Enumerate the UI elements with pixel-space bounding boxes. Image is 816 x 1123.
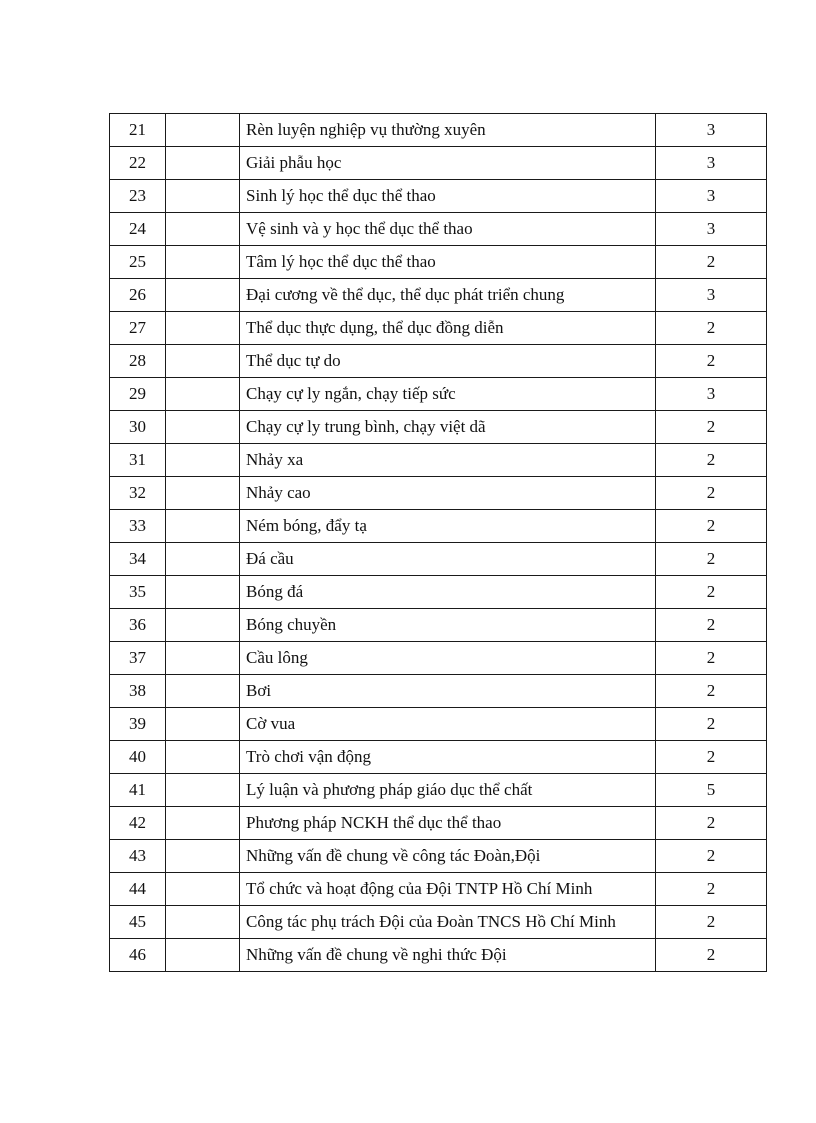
course-code-cell <box>166 477 240 510</box>
row-number-text: 26 <box>129 285 146 304</box>
table-row <box>110 774 767 807</box>
course-name-text: Vệ sinh và y học thể dục thể thao <box>246 219 473 238</box>
row-number-cell <box>110 708 166 741</box>
course-name-text: Chạy cự ly trung bình, chạy việt dã <box>246 417 486 436</box>
credits-text: 3 <box>706 120 716 139</box>
course-code-cell <box>166 840 240 873</box>
credits-cell <box>656 906 767 939</box>
course-code-cell <box>166 510 240 543</box>
course-name-text: Rèn luyện nghiệp vụ thường xuyên <box>246 120 486 139</box>
course-name-text: Giải phẫu học <box>246 153 342 172</box>
table-row <box>110 444 767 477</box>
row-number-text: 21 <box>129 120 146 139</box>
credits-text: 3 <box>706 153 716 172</box>
course-name-cell <box>240 642 656 675</box>
row-number-cell <box>110 873 166 906</box>
course-name-text: Thể dục thực dụng, thể dục đồng diễn <box>246 318 504 337</box>
course-name-text: Bơi <box>246 681 272 700</box>
row-number-text: 39 <box>129 714 146 733</box>
credits-cell <box>656 180 767 213</box>
table-row <box>110 543 767 576</box>
course-name-cell <box>240 906 656 939</box>
table-row <box>110 246 767 279</box>
credits-text: 2 <box>706 912 716 931</box>
row-number-cell <box>110 543 166 576</box>
row-number-cell <box>110 213 166 246</box>
row-number-cell <box>110 411 166 444</box>
course-name-cell <box>240 939 656 972</box>
credits-cell <box>656 213 767 246</box>
course-name-text: Nhảy cao <box>246 483 311 502</box>
row-number-cell <box>110 939 166 972</box>
credits-text: 2 <box>706 747 716 766</box>
row-number-text: 22 <box>129 153 146 172</box>
credits-text: 3 <box>706 219 716 238</box>
credits-cell <box>656 741 767 774</box>
row-number-cell <box>110 378 166 411</box>
row-number-cell <box>110 180 166 213</box>
table-row <box>110 312 767 345</box>
credits-cell <box>656 411 767 444</box>
course-name-text: Sinh lý học thể dục thể thao <box>246 186 436 205</box>
course-name-text: Trò chơi vận động <box>246 747 372 766</box>
credits-cell <box>656 378 767 411</box>
course-code-cell <box>166 543 240 576</box>
course-name-text: Nhảy xa <box>246 450 304 469</box>
credits-cell <box>656 939 767 972</box>
row-number-text: 32 <box>129 483 146 502</box>
credits-cell <box>656 807 767 840</box>
course-name-text: Chạy cự ly ngắn, chạy tiếp sức <box>246 384 456 403</box>
credits-text: 2 <box>706 252 716 271</box>
course-name-text: Công tác phụ trách Đội của Đoàn TNCS Hồ Chí Minh <box>246 912 616 931</box>
table-row <box>110 906 767 939</box>
row-number-text: 43 <box>129 846 146 865</box>
course-name-text: Lý luận và phương pháp giáo dục thể chất <box>246 780 533 799</box>
course-code-cell <box>166 411 240 444</box>
row-number-cell <box>110 675 166 708</box>
credits-text: 2 <box>706 681 716 700</box>
credits-cell <box>656 708 767 741</box>
course-name-cell <box>240 147 656 180</box>
course-name-text: Những vấn đề chung về nghi thức Đội <box>246 945 507 964</box>
course-name-text: Đá cầu <box>246 549 294 568</box>
course-name-text: Những vấn đề chung về công tác Đoàn,Đội <box>246 846 541 865</box>
table-row <box>110 213 767 246</box>
course-name-text: Ném bóng, đẩy tạ <box>246 516 367 535</box>
table-row <box>110 708 767 741</box>
course-code-cell <box>166 708 240 741</box>
credits-text: 3 <box>706 285 716 304</box>
course-name-text: Thể dục tự do <box>246 351 341 370</box>
credits-text: 3 <box>706 186 716 205</box>
row-number-text: 27 <box>129 318 146 337</box>
row-number-cell <box>110 807 166 840</box>
credits-cell <box>656 840 767 873</box>
course-code-cell <box>166 180 240 213</box>
course-code-cell <box>166 246 240 279</box>
row-number-text: 23 <box>129 186 146 205</box>
credits-cell <box>656 675 767 708</box>
row-number-text: 30 <box>129 417 146 436</box>
row-number-text: 28 <box>129 351 146 370</box>
course-name-cell <box>240 312 656 345</box>
course-name-text: Bóng đá <box>246 582 304 601</box>
credits-text: 2 <box>706 549 716 568</box>
row-number-text: 42 <box>129 813 146 832</box>
course-name-cell <box>240 873 656 906</box>
row-number-text: 33 <box>129 516 146 535</box>
course-name-cell <box>240 741 656 774</box>
table-row <box>110 609 767 642</box>
course-name-cell <box>240 246 656 279</box>
row-number-cell <box>110 609 166 642</box>
course-code-cell <box>166 675 240 708</box>
credits-text: 2 <box>706 351 716 370</box>
course-name-text: Tổ chức và hoạt động của Đội TNTP Hồ Chí Minh <box>246 879 593 898</box>
credits-cell <box>656 312 767 345</box>
row-number-cell <box>110 114 166 147</box>
course-code-cell <box>166 807 240 840</box>
row-number-text: 29 <box>129 384 146 403</box>
table-row <box>110 378 767 411</box>
table-row <box>110 675 767 708</box>
course-name-cell <box>240 807 656 840</box>
row-number-cell <box>110 774 166 807</box>
table-row <box>110 180 767 213</box>
course-name-text: Cờ vua <box>246 714 296 733</box>
table-row <box>110 873 767 906</box>
course-code-cell <box>166 279 240 312</box>
course-code-cell <box>166 741 240 774</box>
course-code-cell <box>166 774 240 807</box>
row-number-cell <box>110 345 166 378</box>
credits-cell <box>656 510 767 543</box>
row-number-cell <box>110 576 166 609</box>
course-name-cell <box>240 609 656 642</box>
table-row <box>110 345 767 378</box>
course-name-cell <box>240 180 656 213</box>
table-row <box>110 807 767 840</box>
course-code-cell <box>166 444 240 477</box>
credits-text: 2 <box>706 648 716 667</box>
course-code-cell <box>166 642 240 675</box>
table-row <box>110 642 767 675</box>
course-name-cell <box>240 213 656 246</box>
row-number-text: 45 <box>129 912 146 931</box>
course-name-cell <box>240 774 656 807</box>
credits-text: 2 <box>706 879 716 898</box>
row-number-text: 36 <box>129 615 146 634</box>
course-name-cell <box>240 345 656 378</box>
course-name-cell <box>240 840 656 873</box>
credits-cell <box>656 873 767 906</box>
row-number-text: 31 <box>129 450 146 469</box>
table-row <box>110 147 767 180</box>
credits-text: 2 <box>706 714 716 733</box>
course-name-text: Tâm lý học thể dục thể thao <box>246 252 436 271</box>
course-name-cell <box>240 114 656 147</box>
row-number-text: 46 <box>129 945 146 964</box>
credits-text: 2 <box>706 483 716 502</box>
course-code-cell <box>166 378 240 411</box>
credits-text: 2 <box>706 945 716 964</box>
course-code-cell <box>166 345 240 378</box>
credits-text: 5 <box>706 780 716 799</box>
row-number-cell <box>110 246 166 279</box>
course-name-cell <box>240 576 656 609</box>
credits-cell <box>656 543 767 576</box>
course-code-cell <box>166 873 240 906</box>
course-name-text: Cầu lông <box>246 648 308 667</box>
row-number-cell <box>110 840 166 873</box>
table-row <box>110 114 767 147</box>
table-row <box>110 840 767 873</box>
row-number-text: 37 <box>129 648 146 667</box>
credits-cell <box>656 477 767 510</box>
row-number-cell <box>110 312 166 345</box>
course-name-cell <box>240 279 656 312</box>
course-name-cell <box>240 675 656 708</box>
course-table-body <box>110 114 767 972</box>
row-number-cell <box>110 279 166 312</box>
credits-cell <box>656 279 767 312</box>
credits-cell <box>656 114 767 147</box>
credits-text: 3 <box>706 384 716 403</box>
table-row <box>110 939 767 972</box>
row-number-text: 35 <box>129 582 146 601</box>
course-code-cell <box>166 576 240 609</box>
credits-cell <box>656 774 767 807</box>
row-number-text: 44 <box>129 879 146 898</box>
row-number-text: 25 <box>129 252 146 271</box>
course-name-cell <box>240 411 656 444</box>
row-number-cell <box>110 444 166 477</box>
credits-cell <box>656 246 767 279</box>
credits-cell <box>656 576 767 609</box>
course-name-cell <box>240 444 656 477</box>
credits-cell <box>656 147 767 180</box>
credits-cell <box>656 345 767 378</box>
table-row <box>110 576 767 609</box>
row-number-text: 24 <box>129 219 146 238</box>
table-row <box>110 510 767 543</box>
course-name-cell <box>240 477 656 510</box>
credits-text: 2 <box>706 846 716 865</box>
credits-text: 2 <box>706 813 716 832</box>
row-number-text: 34 <box>129 549 146 568</box>
row-number-cell <box>110 642 166 675</box>
credits-text: 2 <box>706 516 716 535</box>
row-number-cell <box>110 477 166 510</box>
row-number-text: 38 <box>129 681 146 700</box>
credits-cell <box>656 642 767 675</box>
course-code-cell <box>166 312 240 345</box>
table-row <box>110 279 767 312</box>
course-code-cell <box>166 609 240 642</box>
row-number-cell <box>110 147 166 180</box>
row-number-cell <box>110 741 166 774</box>
credits-text: 2 <box>706 582 716 601</box>
course-name-cell <box>240 708 656 741</box>
row-number-cell <box>110 510 166 543</box>
table-row <box>110 477 767 510</box>
course-name-text: Phương pháp NCKH thể dục thể thao <box>246 813 502 832</box>
credits-text: 2 <box>706 417 716 436</box>
course-name-text: Bóng chuyền <box>246 615 337 634</box>
row-number-text: 41 <box>129 780 146 799</box>
course-code-cell <box>166 213 240 246</box>
credits-text: 2 <box>706 615 716 634</box>
row-number-text: 40 <box>129 747 146 766</box>
table-row <box>110 411 767 444</box>
course-code-cell <box>166 114 240 147</box>
course-code-cell <box>166 906 240 939</box>
course-name-text: Đại cương về thể dục, thể dục phát triển chung <box>246 285 565 304</box>
course-code-cell <box>166 939 240 972</box>
course-name-cell <box>240 543 656 576</box>
course-table <box>109 113 767 972</box>
course-code-cell <box>166 147 240 180</box>
course-name-cell <box>240 510 656 543</box>
table-row <box>110 741 767 774</box>
course-name-cell <box>240 378 656 411</box>
credits-cell <box>656 444 767 477</box>
row-number-cell <box>110 906 166 939</box>
credits-text: 2 <box>706 450 716 469</box>
credits-cell <box>656 609 767 642</box>
credits-text: 2 <box>706 318 716 337</box>
